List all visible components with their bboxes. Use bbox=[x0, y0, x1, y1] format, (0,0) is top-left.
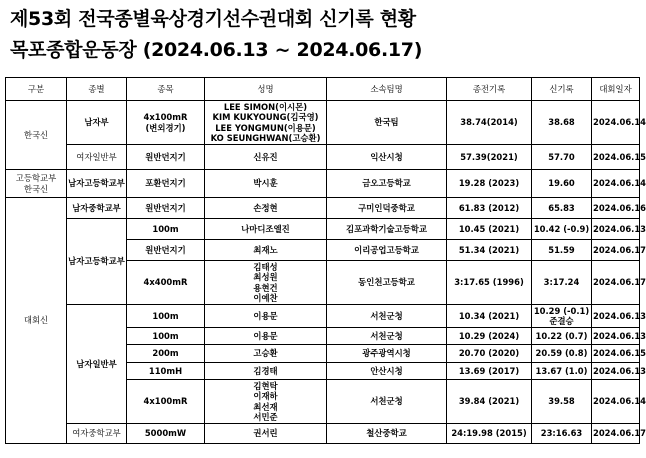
athlete-cell: 권서린 bbox=[205, 424, 327, 444]
previous-record-cell: 10.29 (2024) bbox=[447, 328, 532, 345]
header-new-record: 신기록 bbox=[532, 78, 592, 101]
division-line: 한국신 bbox=[23, 183, 49, 194]
date-cell: 2024.06.13 bbox=[592, 305, 640, 328]
athlete-cell: 신유진 bbox=[205, 145, 327, 170]
event-cell: 4x100mR (변외경기) bbox=[127, 101, 205, 145]
athlete-cell: 이용문 bbox=[205, 328, 327, 345]
team-cell: 서천군청 bbox=[327, 380, 447, 424]
category-cell: 남자고등학교부 bbox=[67, 170, 127, 198]
previous-record-cell: 57.39(2021) bbox=[447, 145, 532, 170]
table-row bbox=[6, 424, 640, 444]
page-title: 제53회 전국종별육상경기선수권대회 신기록 현황 bbox=[10, 8, 416, 30]
athlete-cell: 박시훈 bbox=[205, 170, 327, 198]
event-cell: 100m bbox=[127, 328, 205, 345]
date-cell: 2024.06.15 bbox=[592, 345, 640, 363]
event-cell: 원반던지기 bbox=[127, 198, 205, 219]
team-cell: 철산중학교 bbox=[327, 424, 447, 444]
category-cell: 남자부 bbox=[67, 101, 127, 145]
athlete-cell: 이용문 bbox=[205, 305, 327, 328]
team-cell: 한국팀 bbox=[327, 101, 447, 145]
team-cell: 서천군청 bbox=[327, 305, 447, 328]
division-cell: 대회신 bbox=[6, 198, 67, 444]
category-cell: 여자중학교부 bbox=[67, 424, 127, 444]
new-record-cell: 57.70 bbox=[532, 145, 592, 170]
records-table bbox=[5, 77, 646, 444]
team-cell: 익산시청 bbox=[327, 145, 447, 170]
event-cell: 5000mW bbox=[127, 424, 205, 444]
table-header-row bbox=[6, 78, 640, 101]
event-cell: 원반던지기 bbox=[127, 240, 205, 261]
new-record-cell: 10.22 (0.7) bbox=[532, 328, 592, 345]
date-cell: 2024.06.13 bbox=[592, 328, 640, 345]
division-line: 고등학교부 bbox=[15, 173, 57, 184]
header-event: 종목 bbox=[127, 78, 205, 101]
team-cell: 김포과학기술고등학교 bbox=[327, 219, 447, 240]
athlete-cell: 김태성 최성원 용현건 이예찬 bbox=[205, 261, 327, 305]
date-cell: 2024.06.17 bbox=[592, 424, 640, 444]
table-row bbox=[6, 101, 640, 145]
new-record-cell: 51.59 bbox=[532, 240, 592, 261]
previous-record-cell: 51.34 (2021) bbox=[447, 240, 532, 261]
date-cell: 2024.06.16 bbox=[592, 198, 640, 219]
previous-record-cell: 13.69 (2017) bbox=[447, 363, 532, 380]
date-cell: 2024.06.17 bbox=[592, 240, 640, 261]
team-cell: 구미인덕중학교 bbox=[327, 198, 447, 219]
header-team: 소속팀명 bbox=[327, 78, 447, 101]
previous-record-cell: 24:19.98 (2015) bbox=[447, 424, 532, 444]
category-cell: 여자일반부 bbox=[67, 145, 127, 170]
new-record-cell: 10.29 (-0.1) 준결승 bbox=[532, 305, 592, 328]
previous-record-cell: 3:17.65 (1996) bbox=[447, 261, 532, 305]
new-record-cell: 23:16.63 bbox=[532, 424, 592, 444]
event-cell: 100m bbox=[127, 219, 205, 240]
athlete-cell: 최재노 bbox=[205, 240, 327, 261]
header-previous-record: 종전기록 bbox=[447, 78, 532, 101]
date-cell: 2024.06.13 bbox=[592, 219, 640, 240]
event-cell: 원반던지기 bbox=[127, 145, 205, 170]
previous-record-cell: 61.83 (2012) bbox=[447, 198, 532, 219]
event-cell: 포환던지기 bbox=[127, 170, 205, 198]
team-cell: 금오고등학교 bbox=[327, 170, 447, 198]
event-cell: 4x400mR bbox=[127, 261, 205, 305]
date-cell: 2024.06.13 bbox=[592, 363, 640, 380]
athlete-cell: 김경태 bbox=[205, 363, 327, 380]
date-cell: 2024.06.14 bbox=[592, 101, 640, 145]
new-record-cell: 38.68 bbox=[532, 101, 592, 145]
new-record-cell: 13.67 (1.0) bbox=[532, 363, 592, 380]
table-row bbox=[6, 170, 640, 198]
date-cell: 2024.06.14 bbox=[592, 380, 640, 424]
table-row bbox=[6, 305, 640, 328]
new-record-cell: 19.60 bbox=[532, 170, 592, 198]
event-cell: 200m bbox=[127, 345, 205, 363]
team-cell: 광주광역시청 bbox=[327, 345, 447, 363]
category-cell: 남자일반부 bbox=[67, 305, 127, 424]
table-row bbox=[6, 219, 640, 240]
table-row bbox=[6, 198, 640, 219]
new-record-cell: 10.42 (-0.9) bbox=[532, 219, 592, 240]
new-record-cell: 39.58 bbox=[532, 380, 592, 424]
event-cell: 4x100mR bbox=[127, 380, 205, 424]
new-record-cell: 3:17.24 bbox=[532, 261, 592, 305]
header-category: 종별 bbox=[67, 78, 127, 101]
category-cell: 남자중학교부 bbox=[67, 198, 127, 219]
header-name: 성명 bbox=[205, 78, 327, 101]
new-record-cell: 20.59 (0.8) bbox=[532, 345, 592, 363]
new-record-cell: 65.83 bbox=[532, 198, 592, 219]
team-cell: 서천군청 bbox=[327, 328, 447, 345]
category-cell: 남자고등학교부 bbox=[67, 219, 127, 305]
athlete-cell: 나마디조엘진 bbox=[205, 219, 327, 240]
date-cell: 2024.06.14 bbox=[592, 170, 640, 198]
previous-record-cell: 38.74(2014) bbox=[447, 101, 532, 145]
team-cell: 동인천고등학교 bbox=[327, 261, 447, 305]
previous-record-cell: 20.70 (2020) bbox=[447, 345, 532, 363]
athlete-cell: LEE SIMON(이시몬) KIM KUKYOUNG(김국영) LEE YONGMUN(이용문) KO SEUNGHWAN(고승환) bbox=[205, 101, 327, 145]
team-cell: 이리공업고등학교 bbox=[327, 240, 447, 261]
header-date: 대회일자 bbox=[592, 78, 640, 101]
division-cell: 한국신 bbox=[6, 101, 67, 170]
athlete-cell: 김현탁 이재하 최선재 서민준 bbox=[205, 380, 327, 424]
previous-record-cell: 39.84 (2021) bbox=[447, 380, 532, 424]
event-cell: 100m bbox=[127, 305, 205, 328]
event-cell: 110mH bbox=[127, 363, 205, 380]
header-division: 구분 bbox=[6, 78, 67, 101]
date-cell: 2024.06.17 bbox=[592, 261, 640, 305]
division-cell bbox=[6, 170, 67, 198]
table-row bbox=[6, 145, 640, 170]
team-cell: 안산시청 bbox=[327, 363, 447, 380]
previous-record-cell: 19.28 (2023) bbox=[447, 170, 532, 198]
athlete-cell: 손정현 bbox=[205, 198, 327, 219]
date-cell: 2024.06.15 bbox=[592, 145, 640, 170]
athlete-cell: 고승환 bbox=[205, 345, 327, 363]
previous-record-cell: 10.34 (2021) bbox=[447, 305, 532, 328]
page-subtitle: 목포종합운동장 (2024.06.13 ~ 2024.06.17) bbox=[10, 39, 423, 61]
previous-record-cell: 10.45 (2021) bbox=[447, 219, 532, 240]
